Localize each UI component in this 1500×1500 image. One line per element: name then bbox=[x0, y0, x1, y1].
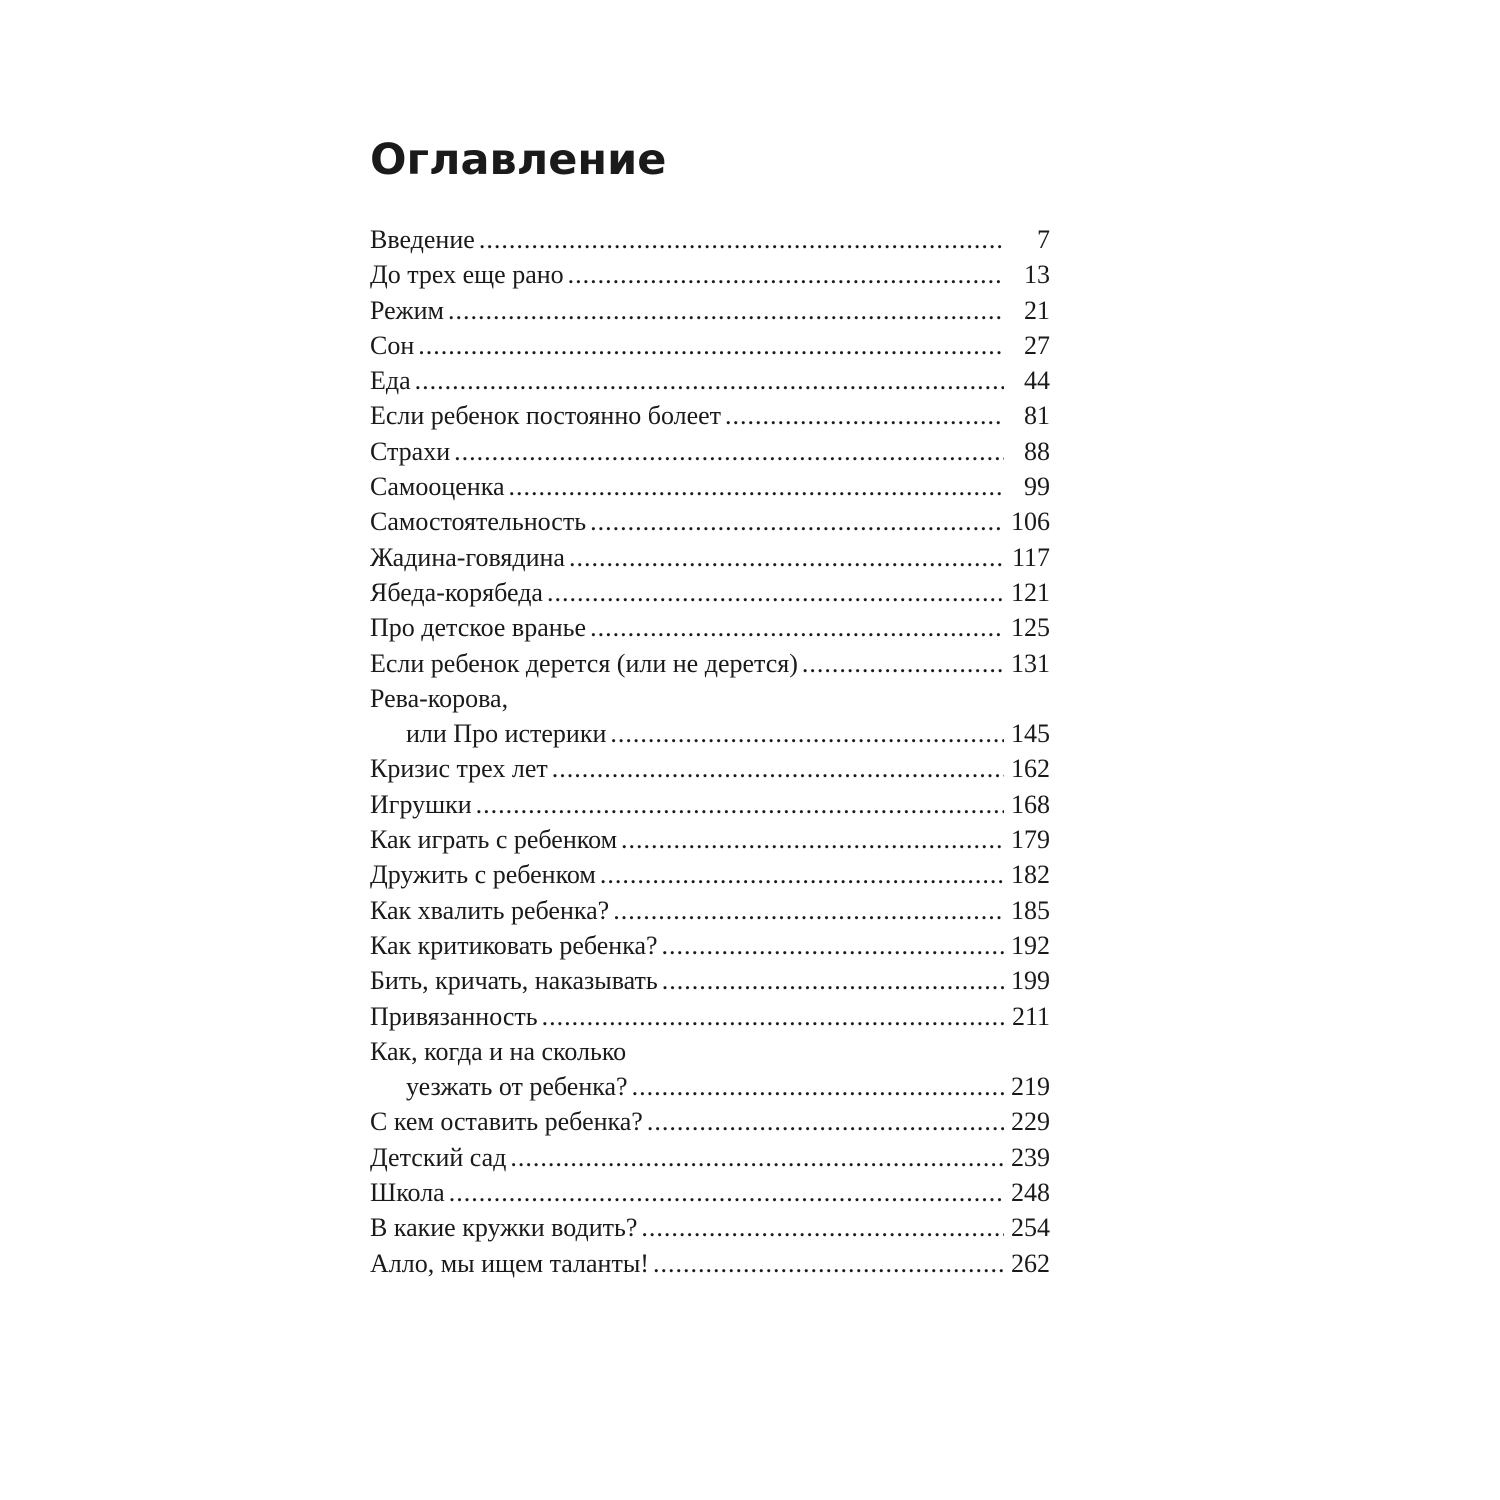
toc-entry-title: До трех еще рано bbox=[370, 260, 564, 290]
toc-entry-toys[interactable] bbox=[370, 787, 1050, 822]
toc-page-number: 7 bbox=[1037, 225, 1050, 254]
toc-dot-leader bbox=[647, 1104, 1004, 1139]
toc-entry-criticism[interactable] bbox=[370, 928, 1050, 963]
toc-line bbox=[370, 751, 1050, 786]
toc-entry-title: Детский сад bbox=[370, 1142, 507, 1172]
toc-entry-playing[interactable] bbox=[370, 822, 1050, 857]
toc-dot-leader bbox=[621, 822, 1004, 857]
toc-entry-title: Как критиковать ребенка? bbox=[370, 930, 658, 960]
toc-page-number: 13 bbox=[1024, 260, 1050, 290]
toc-dot-leader bbox=[569, 540, 1004, 575]
toc-dot-leader bbox=[547, 575, 1004, 610]
toc-entry-title: Рева-корова, bbox=[370, 683, 509, 713]
toc-entry-title: Привязанность bbox=[370, 1001, 538, 1031]
toc-entry-fighting[interactable] bbox=[370, 646, 1050, 681]
toc-line bbox=[370, 893, 1050, 928]
toc-line bbox=[370, 1104, 1050, 1139]
toc-dot-leader bbox=[590, 504, 1004, 539]
toc-entry-tantrums[interactable] bbox=[370, 681, 1050, 752]
toc-line bbox=[370, 575, 1050, 610]
toc-dot-leader bbox=[632, 1069, 1004, 1104]
toc-entry-title: Алло, мы ищем таланты! bbox=[370, 1248, 649, 1278]
toc-entry-title: Если ребенок постоянно болеет bbox=[370, 401, 722, 431]
toc-page-number: 21 bbox=[1024, 295, 1050, 325]
toc-dot-leader bbox=[476, 787, 1004, 822]
toc-page-number: 248 bbox=[1011, 1178, 1050, 1208]
toc-entry-greed[interactable] bbox=[370, 540, 1050, 575]
toc-dot-leader bbox=[802, 646, 1004, 681]
toc-dot-leader bbox=[479, 222, 1004, 257]
toc-entry-title: С кем оставить ребенка? bbox=[370, 1107, 643, 1137]
toc-entry-title-continuation: или Про истерики bbox=[406, 719, 607, 749]
toc-dot-leader bbox=[662, 963, 1004, 998]
toc-line bbox=[370, 1210, 1050, 1245]
toc-line-continuation bbox=[370, 716, 1050, 751]
toc-entry-title: Сон bbox=[370, 330, 415, 360]
toc-dot-leader bbox=[449, 1175, 1004, 1210]
toc-page-number: 99 bbox=[1024, 472, 1050, 502]
toc-entry-tattletale[interactable] bbox=[370, 575, 1050, 610]
toc-entry-food[interactable] bbox=[370, 363, 1050, 398]
toc-page-number: 121 bbox=[1011, 577, 1050, 607]
toc-page-number: 179 bbox=[1011, 825, 1050, 855]
toc-line bbox=[370, 469, 1050, 504]
toc-entry-talents[interactable] bbox=[370, 1246, 1050, 1281]
toc-entry-intro[interactable] bbox=[370, 222, 1050, 257]
toc-entry-title: Про детское вранье bbox=[370, 613, 587, 643]
toc-dot-leader bbox=[590, 610, 1004, 645]
toc-dot-leader bbox=[415, 363, 1004, 398]
toc-line bbox=[370, 1140, 1050, 1175]
toc-page-number: 168 bbox=[1011, 789, 1050, 819]
toc-page-number: 145 bbox=[1011, 719, 1050, 749]
toc-page-number: 88 bbox=[1024, 436, 1050, 466]
toc-entry-before-three[interactable] bbox=[370, 257, 1050, 292]
toc-dot-leader bbox=[600, 857, 1004, 892]
toc-entry-routine[interactable] bbox=[370, 293, 1050, 328]
toc-entry-crisis-three[interactable] bbox=[370, 751, 1050, 786]
toc-dot-leader bbox=[552, 751, 1004, 786]
toc-line bbox=[370, 1175, 1050, 1210]
toc-line bbox=[370, 363, 1050, 398]
toc-line bbox=[370, 787, 1050, 822]
toc-line bbox=[370, 681, 1050, 716]
toc-dot-leader bbox=[448, 293, 1004, 328]
toc-page-number: 254 bbox=[1011, 1213, 1050, 1243]
toc-entry-title: Самостоятельность bbox=[370, 507, 587, 537]
toc-line bbox=[370, 540, 1050, 575]
toc-dot-leader bbox=[725, 398, 1004, 433]
toc-entry-leaving[interactable] bbox=[370, 1034, 1050, 1105]
toc-page-number: 162 bbox=[1011, 754, 1050, 784]
toc-page-number: 81 bbox=[1024, 401, 1050, 431]
toc-line bbox=[370, 1034, 1050, 1069]
toc-entry-self-esteem[interactable] bbox=[370, 469, 1050, 504]
toc-entry-title: Если ребенок дерется (или не дерется) bbox=[370, 648, 798, 678]
toc-page-number: 117 bbox=[1011, 542, 1050, 572]
toc-dot-leader bbox=[613, 893, 1004, 928]
toc-entry-praise[interactable] bbox=[370, 893, 1050, 928]
toc-page-number: 239 bbox=[1011, 1142, 1050, 1172]
toc-line bbox=[370, 928, 1050, 963]
toc-entry-title: Жадина-говядина bbox=[370, 542, 565, 572]
toc-line bbox=[370, 822, 1050, 857]
toc-page-number: 44 bbox=[1024, 366, 1050, 396]
toc-line bbox=[370, 857, 1050, 892]
toc-page-number: 219 bbox=[1011, 1072, 1050, 1102]
toc-page-number: 192 bbox=[1011, 930, 1050, 960]
toc-dot-leader bbox=[641, 1210, 1004, 1245]
toc-line bbox=[370, 646, 1050, 681]
toc-line-continuation bbox=[370, 1069, 1050, 1104]
toc-line bbox=[370, 434, 1050, 469]
toc-entry-babysitter[interactable] bbox=[370, 1104, 1050, 1139]
toc-entry-title: Как играть с ребенком bbox=[370, 825, 618, 855]
toc-entry-attachment[interactable] bbox=[370, 999, 1050, 1034]
toc-dot-leader bbox=[662, 928, 1004, 963]
toc-line bbox=[370, 963, 1050, 998]
toc-line bbox=[370, 293, 1050, 328]
toc-entry-friendship[interactable] bbox=[370, 857, 1050, 892]
toc-page-number: 125 bbox=[1011, 613, 1050, 643]
toc-entry-title-continuation: уезжать от ребенка? bbox=[406, 1072, 628, 1102]
toc-line bbox=[370, 222, 1050, 257]
toc-page-number: 106 bbox=[1011, 507, 1050, 537]
toc-line bbox=[370, 999, 1050, 1034]
toc-page-number: 182 bbox=[1011, 860, 1050, 890]
toc-entry-title: Режим bbox=[370, 295, 444, 325]
toc-dot-leader bbox=[542, 999, 1004, 1034]
toc-line bbox=[370, 328, 1050, 363]
toc-line bbox=[370, 610, 1050, 645]
toc-entry-independence[interactable] bbox=[370, 504, 1050, 539]
toc-entry-title: Дружить с ребенком bbox=[370, 860, 596, 890]
toc-line bbox=[370, 504, 1050, 539]
toc-page-number: 229 bbox=[1011, 1107, 1050, 1137]
toc-page-number: 131 bbox=[1011, 648, 1050, 678]
table-of-contents bbox=[370, 222, 1050, 1281]
toc-dot-leader bbox=[510, 1140, 1004, 1175]
toc-entry-title: В какие кружки водить? bbox=[370, 1213, 638, 1243]
toc-page-number: 211 bbox=[1011, 1001, 1050, 1031]
toc-entry-title: Ябеда-корябеда bbox=[370, 577, 543, 607]
toc-entry-title: Кризис трех лет bbox=[370, 754, 548, 784]
toc-entry-illness[interactable] bbox=[370, 398, 1050, 433]
toc-entry-title: Как хвалить ребенка? bbox=[370, 895, 610, 925]
toc-page-number: 262 bbox=[1011, 1248, 1050, 1278]
toc-entry-title: Введение bbox=[370, 225, 475, 254]
toc-entry-sleep[interactable] bbox=[370, 328, 1050, 363]
toc-dot-leader bbox=[610, 716, 1004, 751]
toc-line bbox=[370, 257, 1050, 292]
toc-entry-title: Игрушки bbox=[370, 789, 472, 819]
toc-entry-punishment[interactable] bbox=[370, 963, 1050, 998]
toc-page-number: 199 bbox=[1011, 966, 1050, 996]
toc-entry-fears[interactable] bbox=[370, 434, 1050, 469]
toc-dot-leader bbox=[508, 469, 1004, 504]
toc-page-number: 185 bbox=[1011, 895, 1050, 925]
toc-entry-title: Школа bbox=[370, 1178, 445, 1208]
toc-dot-leader bbox=[454, 434, 1004, 469]
toc-line bbox=[370, 1246, 1050, 1281]
page-title: Оглавление bbox=[370, 135, 667, 185]
toc-entry-lying[interactable] bbox=[370, 610, 1050, 645]
toc-entry-kindergarten[interactable] bbox=[370, 1140, 1050, 1175]
toc-page-number: 27 bbox=[1024, 330, 1050, 360]
toc-entry-title: Еда bbox=[370, 366, 411, 396]
toc-entry-title: Как, когда и на сколько bbox=[370, 1036, 627, 1066]
toc-dot-leader bbox=[568, 257, 1004, 292]
toc-entry-title: Бить, кричать, наказывать bbox=[370, 966, 658, 996]
toc-dot-leader bbox=[418, 328, 1004, 363]
toc-line bbox=[370, 398, 1050, 433]
toc-dot-leader bbox=[653, 1246, 1004, 1281]
toc-entry-title: Самооценка bbox=[370, 472, 505, 502]
toc-entry-clubs[interactable] bbox=[370, 1210, 1050, 1245]
toc-entry-school[interactable] bbox=[370, 1175, 1050, 1210]
toc-entry-title: Страхи bbox=[370, 436, 451, 466]
